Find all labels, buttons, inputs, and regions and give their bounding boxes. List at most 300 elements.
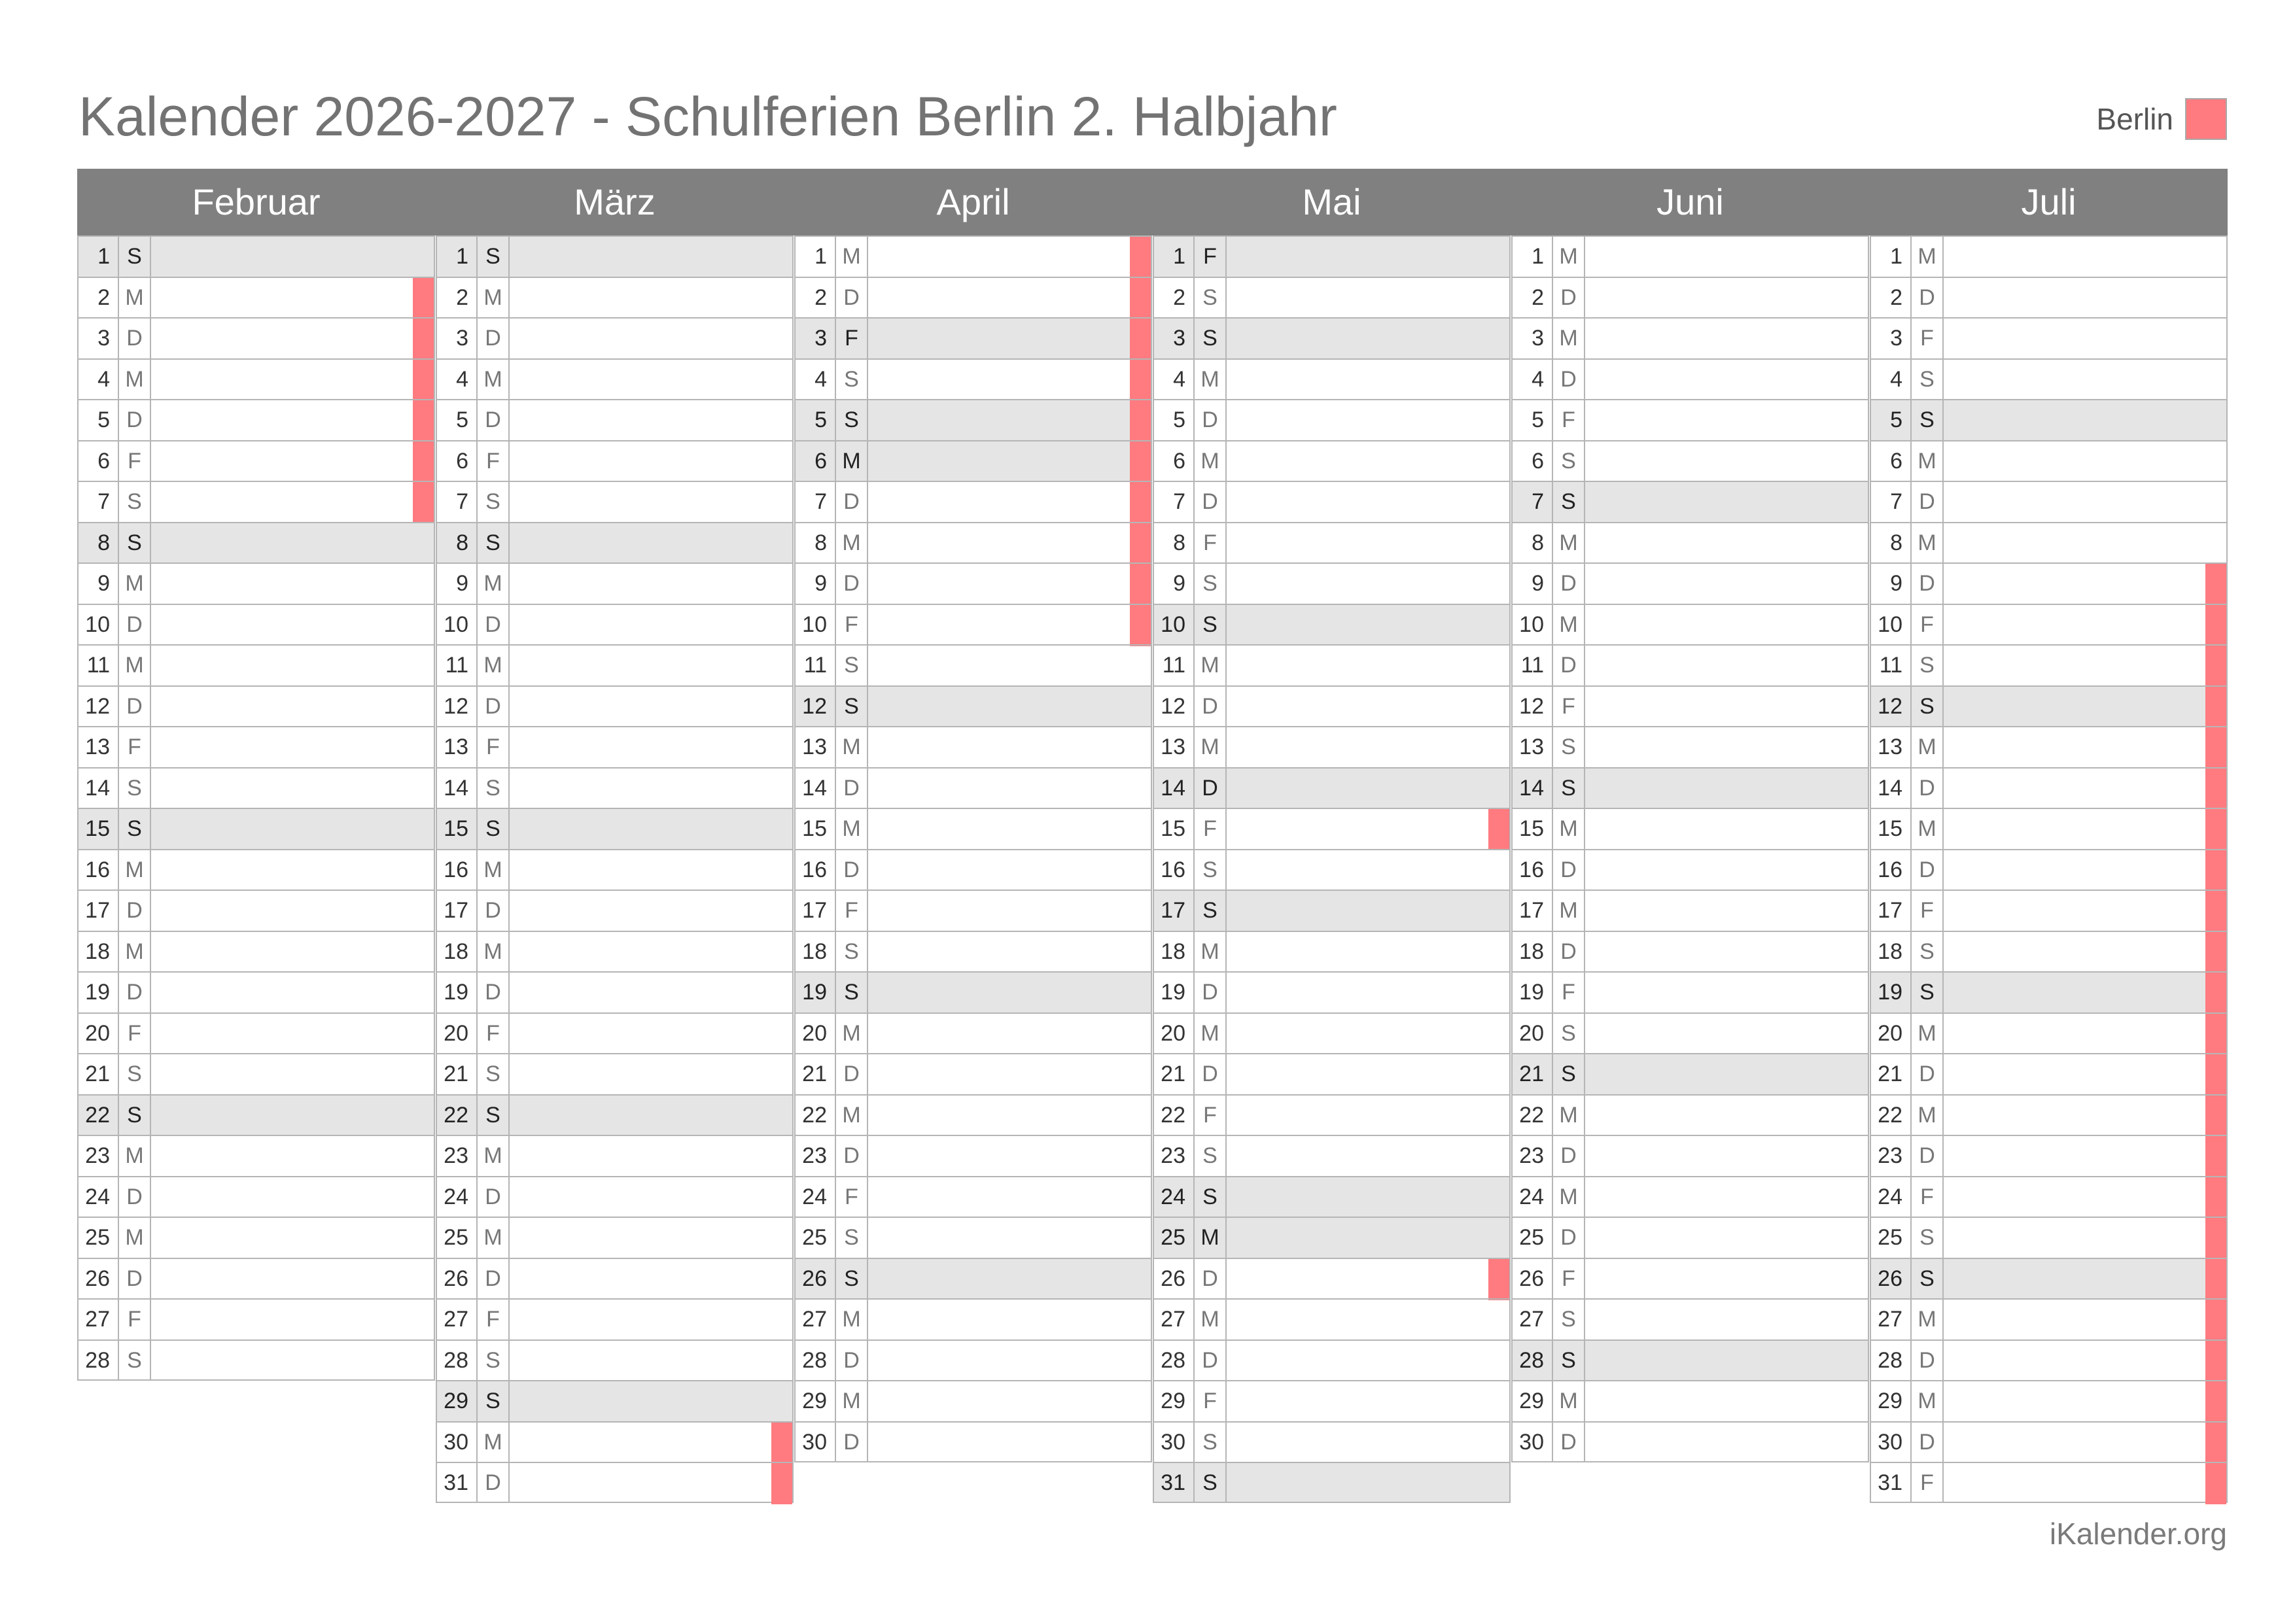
day-row[interactable] xyxy=(1153,440,1511,481)
day-cell[interactable] xyxy=(1225,808,1511,849)
day-row[interactable] xyxy=(1511,562,1869,604)
day-row[interactable] xyxy=(1870,1380,2228,1421)
day-row[interactable] xyxy=(1153,1298,1511,1339)
day-cell[interactable] xyxy=(508,1217,794,1258)
day-cell[interactable] xyxy=(1225,1462,1511,1503)
day-cell[interactable] xyxy=(867,1135,1152,1176)
day-row[interactable] xyxy=(436,1053,794,1094)
day-cell[interactable] xyxy=(867,1339,1152,1381)
day-row[interactable] xyxy=(1870,890,2228,931)
day-row[interactable] xyxy=(1511,1380,1869,1421)
day-row[interactable] xyxy=(1511,440,1869,481)
day-cell[interactable] xyxy=(1225,1217,1511,1258)
day-row[interactable] xyxy=(77,604,435,645)
day-cell[interactable] xyxy=(1584,726,1869,767)
day-row[interactable] xyxy=(1511,399,1869,440)
day-row[interactable] xyxy=(1153,1462,1511,1503)
day-cell[interactable] xyxy=(1942,235,2228,277)
day-row[interactable] xyxy=(1153,767,1511,808)
day-row[interactable] xyxy=(1153,1135,1511,1176)
day-cell[interactable] xyxy=(508,808,794,849)
day-row[interactable] xyxy=(794,1339,1152,1381)
day-cell[interactable] xyxy=(1584,235,1869,277)
day-cell[interactable] xyxy=(1584,931,1869,972)
day-cell[interactable] xyxy=(867,644,1152,685)
day-row[interactable] xyxy=(436,767,794,808)
day-row[interactable] xyxy=(794,604,1152,645)
day-row[interactable] xyxy=(77,235,435,277)
day-cell[interactable] xyxy=(150,1094,435,1135)
day-cell[interactable] xyxy=(1584,1053,1869,1094)
day-row[interactable] xyxy=(77,767,435,808)
day-cell[interactable] xyxy=(867,1012,1152,1054)
day-row[interactable] xyxy=(1870,1421,2228,1462)
day-cell[interactable] xyxy=(1584,685,1869,727)
day-row[interactable] xyxy=(77,317,435,358)
day-cell[interactable] xyxy=(1942,1421,2228,1462)
day-cell[interactable] xyxy=(150,931,435,972)
day-row[interactable] xyxy=(1870,440,2228,481)
day-cell[interactable] xyxy=(150,399,435,440)
day-row[interactable] xyxy=(794,1053,1152,1094)
day-row[interactable] xyxy=(436,685,794,727)
day-row[interactable] xyxy=(1870,767,2228,808)
day-cell[interactable] xyxy=(150,235,435,277)
day-cell[interactable] xyxy=(508,767,794,808)
day-cell[interactable] xyxy=(1584,317,1869,358)
day-cell[interactable] xyxy=(508,1421,794,1462)
day-row[interactable] xyxy=(436,1012,794,1054)
day-cell[interactable] xyxy=(508,726,794,767)
day-cell[interactable] xyxy=(508,1012,794,1054)
day-cell[interactable] xyxy=(1225,890,1511,931)
day-cell[interactable] xyxy=(867,1053,1152,1094)
day-row[interactable] xyxy=(1870,849,2228,890)
day-row[interactable] xyxy=(436,277,794,318)
day-row[interactable] xyxy=(1153,604,1511,645)
day-row[interactable] xyxy=(794,890,1152,931)
day-row[interactable] xyxy=(77,1135,435,1176)
day-cell[interactable] xyxy=(1942,1258,2228,1299)
day-row[interactable] xyxy=(436,317,794,358)
day-cell[interactable] xyxy=(1942,481,2228,522)
day-cell[interactable] xyxy=(867,971,1152,1012)
day-cell[interactable] xyxy=(508,440,794,481)
day-cell[interactable] xyxy=(867,277,1152,318)
day-row[interactable] xyxy=(77,358,435,400)
day-cell[interactable] xyxy=(150,1053,435,1094)
day-row[interactable] xyxy=(436,1462,794,1503)
day-cell[interactable] xyxy=(1942,1298,2228,1339)
day-cell[interactable] xyxy=(1225,644,1511,685)
day-row[interactable] xyxy=(1511,849,1869,890)
day-row[interactable] xyxy=(1511,1135,1869,1176)
day-row[interactable] xyxy=(436,1339,794,1381)
day-cell[interactable] xyxy=(1584,1298,1869,1339)
day-cell[interactable] xyxy=(1942,685,2228,727)
day-cell[interactable] xyxy=(1942,849,2228,890)
day-row[interactable] xyxy=(436,1176,794,1217)
day-cell[interactable] xyxy=(1584,481,1869,522)
day-cell[interactable] xyxy=(1584,399,1869,440)
day-cell[interactable] xyxy=(508,1380,794,1421)
day-row[interactable] xyxy=(436,1298,794,1339)
day-cell[interactable] xyxy=(1942,317,2228,358)
day-row[interactable] xyxy=(436,1380,794,1421)
day-row[interactable] xyxy=(1153,277,1511,318)
day-row[interactable] xyxy=(1153,1012,1511,1054)
day-row[interactable] xyxy=(1153,726,1511,767)
day-row[interactable] xyxy=(1870,971,2228,1012)
day-row[interactable] xyxy=(1511,971,1869,1012)
day-row[interactable] xyxy=(436,644,794,685)
day-cell[interactable] xyxy=(1225,1298,1511,1339)
day-row[interactable] xyxy=(436,1135,794,1176)
day-row[interactable] xyxy=(794,1135,1152,1176)
day-row[interactable] xyxy=(1870,931,2228,972)
day-row[interactable] xyxy=(794,562,1152,604)
day-cell[interactable] xyxy=(508,1135,794,1176)
day-row[interactable] xyxy=(436,235,794,277)
day-cell[interactable] xyxy=(508,1053,794,1094)
day-row[interactable] xyxy=(1511,235,1869,277)
day-cell[interactable] xyxy=(150,1258,435,1299)
day-cell[interactable] xyxy=(1225,481,1511,522)
day-row[interactable] xyxy=(794,726,1152,767)
day-row[interactable] xyxy=(77,277,435,318)
day-row[interactable] xyxy=(1153,562,1511,604)
day-cell[interactable] xyxy=(508,849,794,890)
day-row[interactable] xyxy=(794,440,1152,481)
day-cell[interactable] xyxy=(1942,399,2228,440)
day-row[interactable] xyxy=(1870,562,2228,604)
day-cell[interactable] xyxy=(867,1176,1152,1217)
day-row[interactable] xyxy=(436,562,794,604)
day-row[interactable] xyxy=(1870,1217,2228,1258)
day-row[interactable] xyxy=(1153,1339,1511,1381)
day-cell[interactable] xyxy=(508,1176,794,1217)
day-row[interactable] xyxy=(77,849,435,890)
day-row[interactable] xyxy=(436,358,794,400)
day-cell[interactable] xyxy=(1584,890,1869,931)
day-cell[interactable] xyxy=(150,644,435,685)
day-row[interactable] xyxy=(794,767,1152,808)
day-row[interactable] xyxy=(77,685,435,727)
day-cell[interactable] xyxy=(508,358,794,400)
day-cell[interactable] xyxy=(1584,1012,1869,1054)
day-cell[interactable] xyxy=(150,1176,435,1217)
day-cell[interactable] xyxy=(1942,277,2228,318)
day-row[interactable] xyxy=(1153,971,1511,1012)
day-cell[interactable] xyxy=(1584,971,1869,1012)
day-cell[interactable] xyxy=(1584,1135,1869,1176)
day-cell[interactable] xyxy=(1942,522,2228,563)
day-row[interactable] xyxy=(77,1012,435,1054)
day-cell[interactable] xyxy=(867,849,1152,890)
day-cell[interactable] xyxy=(1942,1094,2228,1135)
day-cell[interactable] xyxy=(508,644,794,685)
day-row[interactable] xyxy=(794,481,1152,522)
day-cell[interactable] xyxy=(508,685,794,727)
day-cell[interactable] xyxy=(150,277,435,318)
day-row[interactable] xyxy=(1870,1094,2228,1135)
day-cell[interactable] xyxy=(867,1380,1152,1421)
day-row[interactable] xyxy=(1870,277,2228,318)
day-row[interactable] xyxy=(794,1421,1152,1462)
day-row[interactable] xyxy=(77,399,435,440)
day-row[interactable] xyxy=(1511,685,1869,727)
day-row[interactable] xyxy=(794,399,1152,440)
day-row[interactable] xyxy=(77,890,435,931)
day-row[interactable] xyxy=(1870,644,2228,685)
day-row[interactable] xyxy=(77,562,435,604)
day-row[interactable] xyxy=(1153,644,1511,685)
day-cell[interactable] xyxy=(1225,358,1511,400)
day-row[interactable] xyxy=(794,808,1152,849)
day-cell[interactable] xyxy=(150,808,435,849)
day-row[interactable] xyxy=(77,1339,435,1381)
day-cell[interactable] xyxy=(1225,849,1511,890)
day-cell[interactable] xyxy=(867,931,1152,972)
day-row[interactable] xyxy=(1870,1339,2228,1381)
day-row[interactable] xyxy=(794,522,1152,563)
day-cell[interactable] xyxy=(1942,1462,2228,1503)
day-row[interactable] xyxy=(794,849,1152,890)
day-cell[interactable] xyxy=(1942,644,2228,685)
day-row[interactable] xyxy=(1153,1053,1511,1094)
day-row[interactable] xyxy=(794,1176,1152,1217)
day-row[interactable] xyxy=(1511,1339,1869,1381)
day-row[interactable] xyxy=(1511,767,1869,808)
day-cell[interactable] xyxy=(150,604,435,645)
day-row[interactable] xyxy=(77,808,435,849)
day-cell[interactable] xyxy=(1225,1339,1511,1381)
day-row[interactable] xyxy=(1511,604,1869,645)
day-cell[interactable] xyxy=(867,685,1152,727)
day-row[interactable] xyxy=(1511,890,1869,931)
day-cell[interactable] xyxy=(1225,522,1511,563)
day-row[interactable] xyxy=(1153,1176,1511,1217)
day-cell[interactable] xyxy=(867,1217,1152,1258)
day-row[interactable] xyxy=(1511,1176,1869,1217)
day-cell[interactable] xyxy=(508,1094,794,1135)
day-row[interactable] xyxy=(1870,481,2228,522)
day-row[interactable] xyxy=(436,1258,794,1299)
day-cell[interactable] xyxy=(508,399,794,440)
day-row[interactable] xyxy=(436,931,794,972)
day-cell[interactable] xyxy=(508,481,794,522)
day-row[interactable] xyxy=(1870,522,2228,563)
day-cell[interactable] xyxy=(1225,1094,1511,1135)
day-row[interactable] xyxy=(1153,1421,1511,1462)
day-cell[interactable] xyxy=(508,317,794,358)
day-cell[interactable] xyxy=(867,808,1152,849)
day-row[interactable] xyxy=(1153,685,1511,727)
day-cell[interactable] xyxy=(1584,1258,1869,1299)
day-row[interactable] xyxy=(1153,849,1511,890)
day-cell[interactable] xyxy=(150,481,435,522)
day-row[interactable] xyxy=(436,1421,794,1462)
day-cell[interactable] xyxy=(1584,1421,1869,1462)
day-cell[interactable] xyxy=(1942,1339,2228,1381)
day-cell[interactable] xyxy=(150,849,435,890)
day-row[interactable] xyxy=(1511,1421,1869,1462)
day-row[interactable] xyxy=(794,685,1152,727)
day-row[interactable] xyxy=(1870,808,2228,849)
day-cell[interactable] xyxy=(1942,890,2228,931)
day-cell[interactable] xyxy=(1225,685,1511,727)
day-cell[interactable] xyxy=(867,767,1152,808)
day-row[interactable] xyxy=(794,358,1152,400)
day-row[interactable] xyxy=(77,1217,435,1258)
day-row[interactable] xyxy=(1511,1053,1869,1094)
day-cell[interactable] xyxy=(1225,604,1511,645)
day-cell[interactable] xyxy=(1584,1176,1869,1217)
day-row[interactable] xyxy=(1511,931,1869,972)
day-cell[interactable] xyxy=(508,1298,794,1339)
day-cell[interactable] xyxy=(1942,767,2228,808)
day-cell[interactable] xyxy=(1584,644,1869,685)
day-cell[interactable] xyxy=(1225,562,1511,604)
day-row[interactable] xyxy=(1153,1217,1511,1258)
day-row[interactable] xyxy=(1511,317,1869,358)
day-row[interactable] xyxy=(794,1298,1152,1339)
day-cell[interactable] xyxy=(1225,1135,1511,1176)
day-cell[interactable] xyxy=(1942,808,2228,849)
day-cell[interactable] xyxy=(150,890,435,931)
day-row[interactable] xyxy=(1153,890,1511,931)
day-cell[interactable] xyxy=(867,522,1152,563)
day-row[interactable] xyxy=(77,440,435,481)
day-row[interactable] xyxy=(1870,1258,2228,1299)
day-row[interactable] xyxy=(1153,931,1511,972)
day-row[interactable] xyxy=(794,235,1152,277)
day-cell[interactable] xyxy=(1225,931,1511,972)
day-row[interactable] xyxy=(1870,358,2228,400)
day-cell[interactable] xyxy=(150,317,435,358)
day-row[interactable] xyxy=(794,1094,1152,1135)
day-row[interactable] xyxy=(77,1258,435,1299)
day-cell[interactable] xyxy=(1584,604,1869,645)
day-row[interactable] xyxy=(794,277,1152,318)
day-row[interactable] xyxy=(1153,235,1511,277)
day-row[interactable] xyxy=(1511,1094,1869,1135)
day-row[interactable] xyxy=(77,1094,435,1135)
day-cell[interactable] xyxy=(508,1258,794,1299)
day-cell[interactable] xyxy=(1942,931,2228,972)
day-cell[interactable] xyxy=(508,890,794,931)
day-cell[interactable] xyxy=(150,1135,435,1176)
day-cell[interactable] xyxy=(867,399,1152,440)
day-cell[interactable] xyxy=(508,971,794,1012)
day-row[interactable] xyxy=(436,808,794,849)
day-cell[interactable] xyxy=(1584,522,1869,563)
day-row[interactable] xyxy=(77,1053,435,1094)
day-cell[interactable] xyxy=(1225,1380,1511,1421)
day-row[interactable] xyxy=(1870,317,2228,358)
day-cell[interactable] xyxy=(1584,562,1869,604)
day-cell[interactable] xyxy=(867,317,1152,358)
day-cell[interactable] xyxy=(867,1258,1152,1299)
day-cell[interactable] xyxy=(1942,358,2228,400)
day-cell[interactable] xyxy=(150,767,435,808)
day-row[interactable] xyxy=(436,522,794,563)
day-cell[interactable] xyxy=(1225,399,1511,440)
day-row[interactable] xyxy=(1870,1053,2228,1094)
day-row[interactable] xyxy=(1153,399,1511,440)
day-cell[interactable] xyxy=(1942,1176,2228,1217)
day-row[interactable] xyxy=(1511,1298,1869,1339)
day-row[interactable] xyxy=(436,971,794,1012)
day-row[interactable] xyxy=(794,931,1152,972)
day-cell[interactable] xyxy=(1942,1053,2228,1094)
day-cell[interactable] xyxy=(1225,1421,1511,1462)
day-row[interactable] xyxy=(1511,1012,1869,1054)
day-row[interactable] xyxy=(1153,1094,1511,1135)
day-cell[interactable] xyxy=(1225,1176,1511,1217)
day-row[interactable] xyxy=(436,1217,794,1258)
day-row[interactable] xyxy=(1511,726,1869,767)
day-cell[interactable] xyxy=(150,1298,435,1339)
day-row[interactable] xyxy=(1511,808,1869,849)
day-row[interactable] xyxy=(1511,644,1869,685)
day-row[interactable] xyxy=(1153,481,1511,522)
day-row[interactable] xyxy=(794,1380,1152,1421)
day-cell[interactable] xyxy=(1225,767,1511,808)
day-cell[interactable] xyxy=(508,235,794,277)
day-cell[interactable] xyxy=(1225,1012,1511,1054)
day-cell[interactable] xyxy=(1942,971,2228,1012)
day-cell[interactable] xyxy=(1942,440,2228,481)
day-cell[interactable] xyxy=(1942,562,2228,604)
day-row[interactable] xyxy=(794,971,1152,1012)
day-cell[interactable] xyxy=(508,562,794,604)
day-row[interactable] xyxy=(77,931,435,972)
day-row[interactable] xyxy=(794,644,1152,685)
day-row[interactable] xyxy=(436,440,794,481)
day-row[interactable] xyxy=(794,1012,1152,1054)
day-row[interactable] xyxy=(1511,1258,1869,1299)
day-cell[interactable] xyxy=(150,522,435,563)
day-cell[interactable] xyxy=(867,1094,1152,1135)
day-row[interactable] xyxy=(436,726,794,767)
day-row[interactable] xyxy=(77,481,435,522)
day-cell[interactable] xyxy=(1584,277,1869,318)
day-cell[interactable] xyxy=(508,931,794,972)
day-cell[interactable] xyxy=(867,890,1152,931)
day-cell[interactable] xyxy=(1584,767,1869,808)
day-cell[interactable] xyxy=(867,481,1152,522)
day-cell[interactable] xyxy=(508,604,794,645)
day-cell[interactable] xyxy=(1942,1380,2228,1421)
day-cell[interactable] xyxy=(150,562,435,604)
day-cell[interactable] xyxy=(1225,277,1511,318)
day-cell[interactable] xyxy=(1584,808,1869,849)
day-cell[interactable] xyxy=(1584,1380,1869,1421)
day-cell[interactable] xyxy=(1225,971,1511,1012)
day-cell[interactable] xyxy=(150,440,435,481)
day-cell[interactable] xyxy=(508,277,794,318)
day-cell[interactable] xyxy=(1584,849,1869,890)
day-cell[interactable] xyxy=(1584,1217,1869,1258)
day-cell[interactable] xyxy=(1225,726,1511,767)
day-cell[interactable] xyxy=(867,726,1152,767)
day-row[interactable] xyxy=(436,481,794,522)
day-row[interactable] xyxy=(77,726,435,767)
day-row[interactable] xyxy=(1870,235,2228,277)
day-cell[interactable] xyxy=(508,1339,794,1381)
day-cell[interactable] xyxy=(1584,1339,1869,1381)
